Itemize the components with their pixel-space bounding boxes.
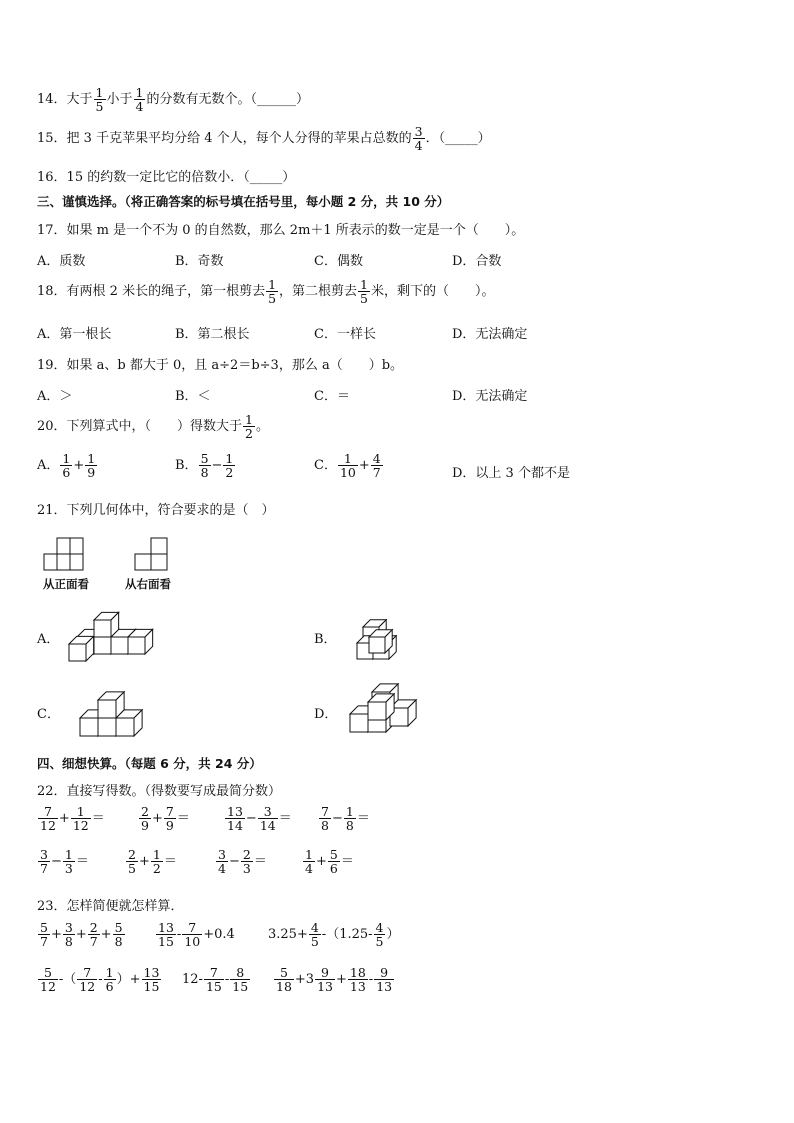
fraction: $\frac{1}{9}$ [87,451,96,481]
fraction: $\frac{4}{5}$ [310,920,319,950]
q19-option-b[interactable]: B．＜ [175,389,211,404]
question-16 [37,166,295,185]
fraction: $\frac{2}{9}$ [141,804,149,834]
cube-stack-b [355,617,401,663]
q18-option-a[interactable]: A．第一根长 [37,327,112,342]
operator: + [75,927,87,943]
plus-sign: + [358,458,370,474]
operator: ） [386,927,400,943]
q21-option-a[interactable]: A． [37,632,60,647]
operator: + [138,854,150,870]
fraction: $\frac{1}{2}$ [152,847,161,877]
q21-option-c[interactable]: C． [37,707,60,722]
fraction: $\frac{7}{12}$ [40,804,56,834]
q19-option-c[interactable]: C．＝ [314,389,350,404]
operator: + [100,927,112,943]
fraction: $\frac{9}{13}$ [376,965,393,995]
calc-item [37,966,162,993]
fraction: $\frac{9}{13}$ [317,965,333,995]
fraction: $\frac{1}{4}$ [305,847,313,877]
q15-close: ） [477,131,491,147]
q14-text-a: 14．大于 [37,92,93,108]
calc-item [273,966,395,993]
calc-item [224,805,292,832]
q16-text-a: 16．15 的约数一定比它的倍数小．（ [37,170,250,185]
fraction: $\frac{18}{13}$ [349,965,366,995]
fraction: $\frac{7}{10}$ [184,920,201,950]
fraction: $\frac{7}{12}$ [79,965,96,995]
q20-option-b[interactable] [175,452,236,479]
fraction: $\frac{4}{7}$ [372,451,381,481]
fraction: $\frac{5}{12}$ [40,965,56,995]
fraction: $\frac{3}{14}$ [259,804,276,834]
fraction: $\frac{13}{15}$ [143,965,160,995]
operator: +3 [294,972,315,988]
q21-option-b[interactable]: B． [314,632,337,647]
operator: 3.25+ [268,927,308,943]
option-label: C． [314,458,337,474]
q19-option-a[interactable]: A．＞ [37,389,73,404]
answer-blank[interactable]: _____ [445,131,478,147]
fraction: $\frac{5}{18}$ [276,965,292,995]
fraction: $\frac{1}{2}$ [245,412,253,442]
cube [368,694,394,720]
fraction: $\frac{1}{6}$ [62,451,71,481]
operator: ＝ [278,811,292,827]
operator: ＝ [75,854,89,870]
operator: − [245,811,257,827]
cube [369,630,392,653]
fraction: $\frac{13}{14}$ [227,804,243,834]
operator: − [228,854,240,870]
calc-item [155,921,235,948]
question-19: 19．如果 a、b 都大于 0，且 a÷2＝b÷3，那么 a（ ）b。 [37,358,404,373]
cube [69,636,94,661]
q14-text-b: 小于 [106,92,133,108]
answer-blank[interactable]: ______ [256,92,296,108]
operator: ＝ [253,854,267,870]
calc-item [138,805,190,832]
question-14 [37,86,309,113]
q16-close: ） [282,170,296,185]
fraction: $\frac{2}{3}$ [242,847,251,877]
question-22: 22．直接写得数。（得数要写成最简分数） [37,784,282,799]
question-23: 23．怎样简便就怎样算． [37,899,184,914]
option-label: A． [37,458,60,474]
q14-close: ） [295,92,309,108]
fraction: $\frac{4}{5}$ [375,920,384,950]
operator: ） [116,972,130,988]
cube [94,612,119,637]
q18-option-d[interactable]: D．无法确定 [452,327,528,342]
fraction: $\frac{5}{6}$ [329,847,338,877]
minus-sign: − [211,458,223,474]
question-15 [37,125,491,152]
q19-option-d[interactable]: D．无法确定 [452,389,528,404]
operator: -（1.25- [321,927,373,943]
q20-text-b: 。 [256,419,270,435]
fraction: $\frac{2}{5}$ [128,847,136,877]
section-3-heading: 三、谨慎选择。（将正确答案的标号填在括号里，每小题 2 分，共 10 分） [37,194,450,209]
operator: - [224,972,230,988]
fraction: $\frac{3}{7}$ [40,847,48,877]
cube-stack-c [80,690,142,738]
q17-option-c[interactable]: C．偶数 [314,254,363,269]
fraction: $\frac{3}{4}$ [218,847,226,877]
operator: − [50,854,62,870]
question-17: 17．如果 m 是一个不为 0 的自然数，那么 2m＋1 所表示的数一定是一个（ ）。 [37,223,525,238]
fraction: $\frac{1}{3}$ [64,847,73,877]
q18-option-b[interactable]: B．第二根长 [175,327,250,342]
operator: - [368,972,374,988]
question-18 [37,278,495,305]
fraction: $\frac{5}{8}$ [200,451,209,481]
q18-text-c: 米，剩下的（ ）。 [371,284,495,300]
question-20 [37,413,269,440]
operator: ＝ [340,854,354,870]
operator: ＝ [163,854,177,870]
fraction: $\frac{1}{5}$ [95,85,104,115]
section-4-heading: 四、细想快算。（每题 6 分，共 24 分） [37,756,262,771]
front-view-caption: 从正面看 [43,577,89,591]
calc-item [37,921,126,948]
operator: + [58,811,70,827]
fraction: $\frac{1}{4}$ [135,85,144,115]
fraction: $\frac{1}{5}$ [360,277,368,307]
q17-option-d[interactable]: D．合数 [452,254,502,269]
fraction: $\frac{1}{12}$ [72,804,89,834]
operator: + [129,972,141,988]
fraction: $\frac{1}{2}$ [225,451,234,481]
operator: 12- [182,972,203,988]
fraction: $\frac{3}{4}$ [414,124,423,154]
calc-item [37,848,89,875]
q15-text-b: ．（ [425,131,446,147]
fraction: $\frac{5}{8}$ [114,920,123,950]
q17-option-b[interactable]: B．奇数 [175,254,224,269]
option-label: B． [175,458,198,474]
calc-item [268,921,400,948]
fraction: $\frac{7}{15}$ [205,965,222,995]
cube [128,629,153,654]
operator: ＝ [176,811,190,827]
right-view-caption: 从右面看 [125,577,171,591]
operator: -（ [58,972,77,988]
operator: − [331,811,343,827]
fraction: $\frac{13}{15}$ [158,920,174,950]
answer-blank[interactable]: _____ [249,170,283,185]
q20-text-a: 20．下列算式中，（ ）得数大于 [37,419,243,435]
operator: ＝ [91,811,105,827]
calc-item [182,966,251,993]
operator: + [151,811,163,827]
operator: ＝ [356,811,370,827]
operator: + [50,927,62,943]
fraction: $\frac{7}{8}$ [321,804,329,834]
plus-sign: + [73,458,85,474]
cube [98,692,124,718]
q17-option-a[interactable]: A．质数 [37,254,86,269]
fraction: $\frac{2}{7}$ [89,920,98,950]
q18-text-b: ，第二根剪去 [279,284,358,300]
fraction: $\frac{1}{8}$ [345,804,354,834]
operator: +0.4 [203,927,235,943]
q20-option-c[interactable] [314,452,384,479]
cube-stack-d [348,686,416,738]
calc-item [125,848,177,875]
q21-option-d[interactable]: D． [314,707,338,722]
q15-text-a: 15．把 3 千克苹果平均分给 4 个人，每个人分得的苹果占总数的 [37,131,412,147]
operator: + [335,972,347,988]
operator: + [315,854,327,870]
q20-option-a[interactable] [37,452,98,479]
fraction: $\frac{3}{8}$ [64,920,73,950]
question-21: 21．下列几何体中，符合要求的是（ ） [37,503,275,518]
calc-item [302,848,354,875]
fraction: $\frac{1}{6}$ [105,965,114,995]
calc-item [215,848,267,875]
fraction: $\frac{8}{15}$ [232,965,249,995]
fraction: $\frac{5}{7}$ [40,920,48,950]
calc-item [318,805,370,832]
right-view-figure [134,537,168,571]
q18-text-a: 18．有两根 2 米长的绳子，第一根剪去 [37,284,266,300]
q20-option-d[interactable]: D．以上 3 个都不是 [452,466,570,481]
front-view-figure [44,537,84,571]
operator: - [176,927,182,943]
calc-item [37,805,105,832]
fraction: $\frac{7}{9}$ [165,804,174,834]
operator: - [98,972,103,988]
q14-text-c: 的分数有无数个。（ [146,92,257,108]
q18-option-c[interactable]: C．一样长 [314,327,376,342]
fraction: $\frac{1}{5}$ [268,277,277,307]
cube-stack-a [68,615,154,665]
fraction: $\frac{1}{10}$ [339,451,356,481]
